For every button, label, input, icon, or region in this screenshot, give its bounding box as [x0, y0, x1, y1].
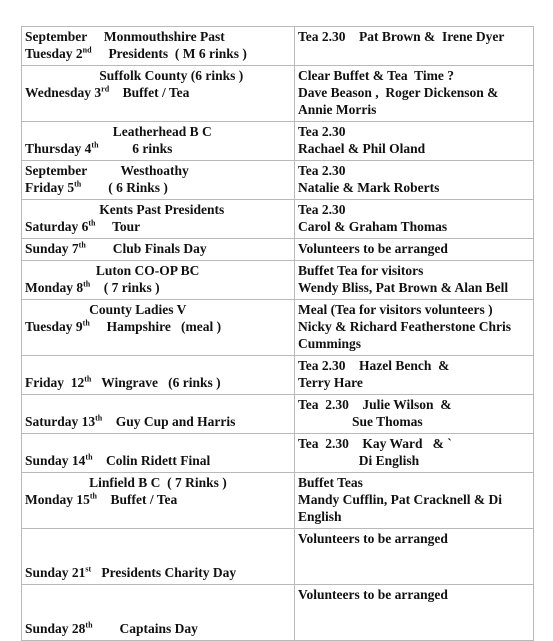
schedule-row	[22, 585, 534, 641]
catering-line: Mandy Cufflin, Pat Cracknell & Di	[298, 492, 502, 507]
event-text: Leatherhead B C	[25, 124, 212, 139]
event-cell	[22, 395, 295, 434]
ordinal-suffix: th	[83, 279, 91, 289]
event-text: Thursday 4	[25, 141, 92, 156]
event-text: County Ladies V	[25, 302, 187, 317]
catering-line: Volunteers to be arranged	[298, 531, 448, 546]
event-text: 6 rinks	[98, 141, 173, 156]
catering-line: English	[298, 509, 342, 524]
catering-line: Tea 2.30	[298, 124, 346, 139]
event-cell	[22, 473, 295, 529]
catering-cell	[295, 161, 534, 200]
event-line	[25, 279, 291, 296]
event-line	[25, 28, 291, 45]
event-text: Tuesday 2	[25, 46, 83, 61]
catering-cell	[295, 261, 534, 300]
event-text: Sunday 7	[25, 241, 79, 256]
ordinal-suffix: th	[78, 240, 86, 250]
event-line	[25, 84, 291, 101]
event-text: September Westhoathy	[25, 163, 189, 178]
event-text: Guy Cup and Harris	[102, 414, 236, 429]
event-text: Saturday 13	[25, 414, 96, 429]
event-line	[25, 491, 291, 508]
catering-line: Tea 2.30 Pat Brown & Irene Dyer	[298, 29, 505, 44]
catering-cell	[295, 356, 534, 395]
catering-cell	[295, 473, 534, 529]
catering-line: Meal (Tea for visitors volunteers )	[298, 302, 493, 317]
catering-cell	[295, 239, 534, 261]
ordinal-suffix: rd	[101, 84, 110, 94]
catering-cell	[295, 122, 534, 161]
event-cell	[22, 122, 295, 161]
event-text: Tour	[95, 219, 141, 234]
catering-cell	[295, 27, 534, 66]
event-text: Sunday 28	[25, 621, 86, 636]
catering-line: Natalie & Mark Roberts	[298, 180, 440, 195]
event-text: Captains Day	[92, 621, 198, 636]
event-line	[25, 452, 291, 469]
catering-cell	[295, 66, 534, 122]
event-text: Club Finals Day	[85, 241, 207, 256]
event-text: Presidents ( M 6 rinks )	[91, 46, 247, 61]
event-cell	[22, 585, 295, 641]
schedule-row	[22, 200, 534, 239]
schedule-row	[22, 239, 534, 261]
ordinal-suffix: th	[84, 374, 92, 384]
event-text: Sunday 14	[25, 453, 86, 468]
event-text: Hampshire (meal )	[89, 319, 222, 334]
event-text: Wednesday 3	[25, 85, 102, 100]
event-line	[25, 301, 291, 318]
event-text: September Monmouthshire Past	[25, 29, 225, 44]
ordinal-suffix: th	[88, 218, 96, 228]
event-text: Friday 12	[25, 375, 85, 390]
catering-cell	[295, 200, 534, 239]
event-line	[25, 435, 291, 452]
catering-line: Di English	[298, 453, 420, 468]
event-text: Buffet / Tea	[109, 85, 190, 100]
event-text: Sunday 21	[25, 565, 86, 580]
event-cell	[22, 356, 295, 395]
event-text: Linfield B C ( 7 Rinks )	[25, 475, 227, 490]
event-text: Wingrave (6 rinks )	[91, 375, 221, 390]
catering-line: Terry Hare	[298, 375, 363, 390]
event-text: Friday 5	[25, 180, 75, 195]
schedule-row	[22, 161, 534, 200]
ordinal-suffix: th	[85, 620, 93, 630]
catering-line: Volunteers to be arranged	[298, 241, 448, 256]
catering-line: Wendy Bliss, Pat Brown & Alan Bell	[298, 280, 509, 295]
catering-line: Buffet Teas	[298, 475, 363, 490]
catering-line: Volunteers to be arranged	[298, 587, 448, 602]
event-text: Monday 8	[25, 280, 84, 295]
schedule-row	[22, 395, 534, 434]
schedule-row	[22, 473, 534, 529]
schedule-row	[22, 122, 534, 161]
ordinal-suffix: th	[82, 318, 90, 328]
ordinal-suffix: th	[91, 140, 99, 150]
event-line	[25, 374, 291, 391]
catering-line: Tea 2.30	[298, 202, 346, 217]
event-text: Kents Past Presidents	[25, 202, 225, 217]
event-text: Buffet / Tea	[97, 492, 178, 507]
catering-line: Carol & Graham Thomas	[298, 219, 448, 234]
schedule-table	[21, 26, 534, 641]
ordinal-suffix: st	[85, 564, 92, 574]
event-text: Suffolk County (6 rinks )	[25, 68, 244, 83]
schedule-row	[22, 66, 534, 122]
catering-line: Tea 2.30	[298, 163, 346, 178]
ordinal-suffix: th	[89, 491, 98, 501]
event-cell	[22, 239, 295, 261]
catering-line: Annie Morris	[298, 102, 377, 117]
event-cell	[22, 161, 295, 200]
event-line	[25, 162, 291, 179]
schedule-row	[22, 529, 534, 585]
event-line	[25, 564, 291, 581]
catering-cell	[295, 300, 534, 356]
catering-cell	[295, 434, 534, 473]
catering-cell	[295, 529, 534, 585]
catering-line: Dave Beason , Roger Dickenson &	[298, 85, 499, 100]
event-line	[25, 67, 291, 84]
event-line	[25, 586, 291, 603]
catering-line: Buffet Tea for visitors	[298, 263, 424, 278]
event-line	[25, 179, 291, 196]
event-cell	[22, 27, 295, 66]
event-line	[25, 530, 291, 547]
catering-line: Sue Thomas	[298, 414, 423, 429]
event-line	[25, 262, 291, 279]
schedule-row	[22, 356, 534, 395]
event-text: ( 6 Rinks )	[81, 180, 168, 195]
schedule-row	[22, 434, 534, 473]
event-line	[25, 603, 291, 620]
schedule-row	[22, 27, 534, 66]
catering-cell	[295, 585, 534, 641]
event-text: Saturday 6	[25, 219, 89, 234]
catering-line: Nicky & Richard Featherstone Chris	[298, 319, 511, 334]
event-cell	[22, 529, 295, 585]
event-line	[25, 357, 291, 374]
event-line	[25, 218, 291, 235]
ordinal-suffix: th	[74, 179, 82, 189]
catering-line: Cummings	[298, 336, 362, 351]
event-cell	[22, 200, 295, 239]
event-cell	[22, 434, 295, 473]
schedule-row	[22, 300, 534, 356]
event-line	[25, 45, 291, 62]
event-line	[25, 547, 291, 564]
event-line	[25, 201, 291, 218]
event-text: Presidents Charity Day	[91, 565, 237, 580]
catering-line: Tea 2.30 Kay Ward & `	[298, 436, 452, 451]
catering-line: Clear Buffet & Tea Time ?	[298, 68, 454, 83]
schedule-body	[22, 27, 534, 641]
event-line	[25, 240, 291, 257]
event-text: Luton CO-OP BC	[25, 263, 200, 278]
event-line	[25, 413, 291, 430]
catering-cell	[295, 395, 534, 434]
catering-line: Tea 2.30 Hazel Bench &	[298, 358, 450, 373]
event-line	[25, 396, 291, 413]
ordinal-suffix: th	[95, 413, 103, 423]
event-cell	[22, 66, 295, 122]
event-line	[25, 620, 291, 637]
ordinal-suffix: th	[85, 452, 93, 462]
event-line	[25, 318, 291, 335]
catering-line: Rachael & Phil Oland	[298, 141, 426, 156]
event-text: Colin Ridett Final	[92, 453, 211, 468]
event-text: ( 7 rinks )	[90, 280, 160, 295]
event-text: Monday 15	[25, 492, 90, 507]
event-line	[25, 123, 291, 140]
event-line	[25, 474, 291, 491]
event-text: Tuesday 9	[25, 319, 83, 334]
ordinal-suffix: nd	[82, 45, 92, 55]
event-line	[25, 140, 291, 157]
event-cell	[22, 300, 295, 356]
catering-line: Tea 2.30 Julie Wilson &	[298, 397, 452, 412]
event-cell	[22, 261, 295, 300]
schedule-row	[22, 261, 534, 300]
